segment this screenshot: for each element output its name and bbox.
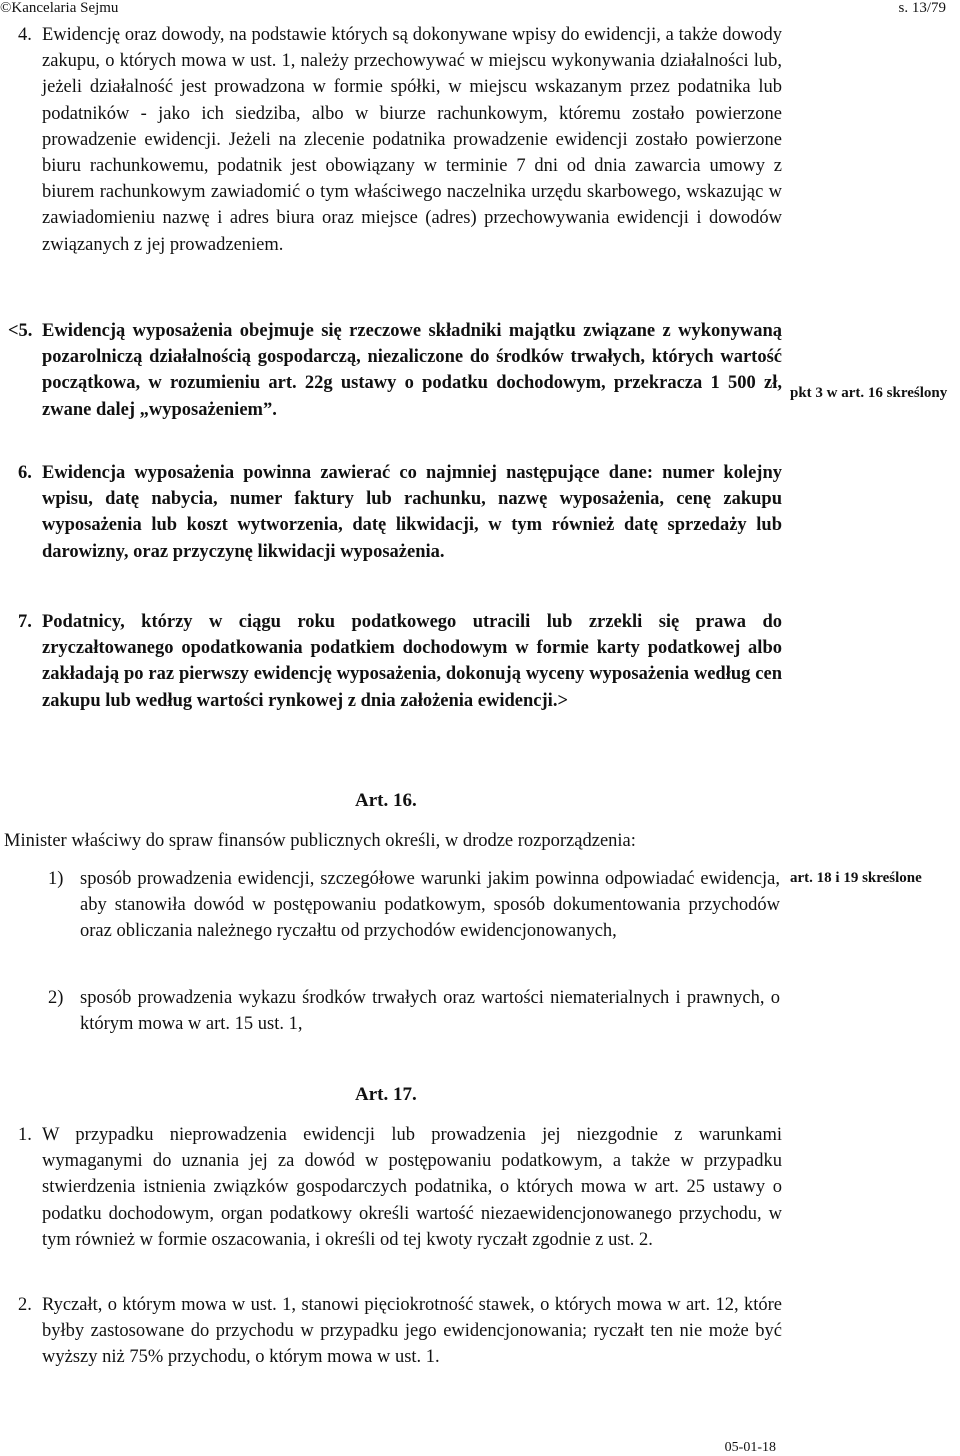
article-17-title: Art. 17. <box>355 1084 417 1105</box>
list-item <box>48 866 780 945</box>
paragraph-7 <box>18 609 782 714</box>
paragraph-text: Podatnicy, którzy w ciągu roku podatkowego utracili lub zrzekli się prawa do zryczałtowanego opodatkowania podatkiem dochodowym w formie karty podatkowej albo zakładają po raz pierwszy ewidencję wyposażenia, dokonują wyceny wyposażenia według cen zakupu lub według wartości rynkowej z dnia założenia ewidencji.> <box>42 612 782 711</box>
article-16-intro: Minister właściwy do spraw finansów publicznych określi, w drodze rozporządzenia: <box>4 831 636 851</box>
list-item-text: sposób prowadzenia ewidencji, szczegółowe warunki jakim powinna odpowiadać ewidencja, aby stanowiła dowód w postępowaniu podatkowym, sposób dokumentowania przychodów oraz obliczania należnego ryczałtu od przychodów ewidencjonowanych, <box>80 869 780 942</box>
header-page-number: s. 13/79 <box>898 0 946 16</box>
paragraph-number: 7. <box>18 612 32 632</box>
paragraph-number: <5. <box>8 321 33 341</box>
paragraph-4 <box>18 22 782 258</box>
paragraph-number: 1. <box>18 1125 32 1145</box>
paragraph-text: Ewidencja wyposażenia powinna zawierać co najmniej następujące dane: numer kolejny wpisu, datę nabycia, numer faktury lub rachunku, nazwę wyposażenia, cenę zakupu wyposażenia lub koszt wytworzenia, datę likwidacji, w tym również datę sprzedaży lub darowizny, oraz przyczynę likwidacji wyposażenia. <box>42 463 782 562</box>
paragraph-number: 4. <box>18 25 32 45</box>
article-16-title: Art. 16. <box>355 790 417 811</box>
paragraph-number: 2. <box>18 1295 32 1315</box>
paragraph-text: Ewidencję oraz dowody, na podstawie których są dokonywane wpisy do ewidencji, a także dowody zakupu, o których mowa w ust. 1, należy przechowywać w miejscu wykonywania działalności lub, jeżeli działalność jest prowadzona w formie spółki, w miejscu wskazanym przez podatnika lub podatników - jako ich siedziba, albo w biurze rachunkowym, któremu zostało powierzone prowadzenie ewidencji. Jeżeli na zlecenie podatnika prowadzenie ewidencji zostało powierzone biuru rachunkowemu, podatnik jest obowiązany w terminie 7 dni od dnia zawarcia umowy z biurem rachunkowym zawiadomić o tym właściwego naczelnika urzędu skarbowego, wskazując w zawiadomieniu nazwę i adres biura oraz miejsce (adres) przechowywania ewidencji i dowodów związanych z jej prowadzeniem. <box>42 25 782 255</box>
footer-date: 05-01-18 <box>724 1440 776 1455</box>
paragraph-6 <box>18 460 782 565</box>
paragraph-number: 6. <box>18 463 32 483</box>
list-item <box>48 985 780 1037</box>
article-17-paragraph-2 <box>18 1292 782 1371</box>
list-item-number: 1) <box>48 869 64 889</box>
margin-note-amendment: pkt 3 w art. 16 skreślony <box>790 385 948 401</box>
list-item-text: sposób prowadzenia wykazu środków trwałych oraz wartości niematerialnych i prawnych, o którym mowa w art. 15 ust. 1, <box>80 988 780 1035</box>
paragraph-text: Ryczałt, o którym mowa w ust. 1, stanowi pięciokrotność stawek, o których mowa w art. 12, które byłby zastosowane do przychodu w przypadku jego ewidencjonowania; ryczałt ten nie może być wyższy niż 75% przychodu, o którym mowa w ust. 1. <box>42 1295 782 1368</box>
header-source: ©Kancelaria Sejmu <box>0 0 119 16</box>
paragraph-text: W przypadku nieprowadzenia ewidencji lub prowadzenia jej niezgodnie z warunkami wymaganymi do uznania jej za dowód w postępowaniu podatkowym, a także w przypadku stwierdzenia istnienia związków gospodarczych podatnika, o których mowa w art. 25 ustawy o podatku dochodowym, organ podatkowy określi wartość niezaewidencjonowanego przychodu, w tym również w formie oszacowania, i określi od tej kwoty ryczałt zgodnie z ust. 2. <box>42 1125 782 1250</box>
list-item-number: 2) <box>48 988 64 1008</box>
article-17-paragraph-1 <box>18 1122 782 1253</box>
margin-note-repealed: art. 18 i 19 skreślone <box>790 870 922 886</box>
paragraph-text: Ewidencją wyposażenia obejmuje się rzeczowe składniki majątku związane z wykonywaną pozarolniczą działalnością gospodarczą, niezaliczone do środków trwałych, których wartość początkowa, w rozumieniu art. 22g ustawy o podatku dochodowym, przekracza 1 500 zł, zwane dalej „wyposażeniem”. <box>42 321 782 420</box>
paragraph-5 <box>8 318 782 423</box>
